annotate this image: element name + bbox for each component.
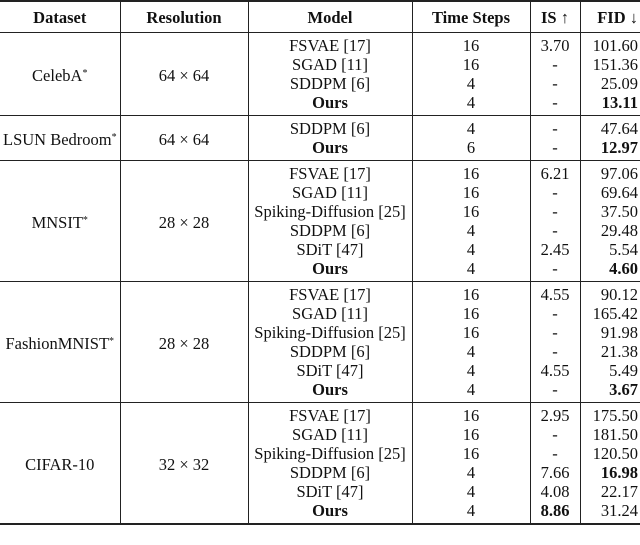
model-cell: SDDPM [6]	[248, 463, 412, 482]
is-cell: -	[530, 221, 580, 240]
time-steps-cell: 16	[412, 202, 530, 221]
table-row	[0, 33, 640, 56]
dataset-name: CIFAR-10	[25, 455, 95, 474]
is-cell: -	[530, 138, 580, 161]
dataset-name: FashionMNIST	[5, 334, 110, 353]
resolution-cell: 64 × 64	[120, 33, 248, 116]
model-cell: SGAD [11]	[248, 304, 412, 323]
dataset-cell	[0, 33, 120, 116]
header-row	[0, 1, 640, 33]
fid-cell: 47.64	[600, 119, 638, 138]
model-cell: Spiking-Diffusion [25]	[248, 444, 412, 463]
is-cell: -	[530, 342, 580, 361]
model-cell: Ours	[248, 380, 412, 403]
time-steps-cell: 4	[412, 74, 530, 93]
model-cell: SDDPM [6]	[248, 221, 412, 240]
fid-cell: 16.98	[600, 463, 638, 482]
model-cell: FSVAE [17]	[248, 282, 412, 305]
time-steps-cell: 4	[412, 501, 530, 524]
resolution-cell: 28 × 28	[120, 282, 248, 403]
dataset-cell	[0, 161, 120, 282]
fid-cell: 31.24	[600, 501, 638, 520]
model-cell: Ours	[248, 138, 412, 161]
table-header	[0, 1, 640, 33]
is-cell: -	[530, 74, 580, 93]
time-steps-cell: 16	[412, 183, 530, 202]
fid-cell: 5.49	[609, 361, 638, 380]
fid-cell: 22.17	[600, 482, 638, 501]
header-is: IS ↑	[530, 1, 580, 33]
fid-cell: 37.50	[600, 202, 638, 221]
time-steps-cell: 16	[412, 161, 530, 184]
fid-cell: 25.09	[600, 74, 638, 93]
time-steps-cell: 16	[412, 403, 530, 426]
time-steps-cell: 4	[412, 361, 530, 380]
model-cell: Spiking-Diffusion [25]	[248, 202, 412, 221]
time-steps-cell: 16	[412, 323, 530, 342]
table-row	[0, 282, 640, 305]
model-cell: SDiT [47]	[248, 482, 412, 501]
model-cell: FSVAE [17]	[248, 403, 412, 426]
dataset-mark: *	[82, 68, 88, 79]
table-row	[0, 161, 640, 184]
dataset-group	[0, 403, 640, 525]
fid-cell: 120.50	[592, 444, 638, 463]
is-cell: 6.21	[530, 161, 580, 184]
is-cell: -	[530, 183, 580, 202]
fid-cell: 175.50	[592, 406, 638, 425]
resolution-cell: 32 × 32	[120, 403, 248, 525]
model-cell: FSVAE [17]	[248, 161, 412, 184]
fid-cell: 4.60	[609, 259, 638, 278]
dataset-group	[0, 161, 640, 282]
model-cell: SGAD [11]	[248, 425, 412, 444]
fid-cell: 5.54	[609, 240, 638, 259]
model-cell: SDiT [47]	[248, 361, 412, 380]
is-cell: 3.70	[530, 33, 580, 56]
is-cell: 4.08	[530, 482, 580, 501]
dataset-name: LSUN Bedroom	[3, 130, 112, 149]
is-cell: 4.55	[530, 361, 580, 380]
header-model: Model	[248, 1, 412, 33]
time-steps-cell: 4	[412, 240, 530, 259]
is-cell: 8.86	[530, 501, 580, 524]
fid-cell: 12.97	[600, 138, 638, 157]
dataset-mark: *	[82, 215, 88, 226]
header-dataset: Dataset	[0, 1, 120, 33]
is-cell: -	[530, 380, 580, 403]
header-resolution: Resolution	[120, 1, 248, 33]
model-cell: SDDPM [6]	[248, 342, 412, 361]
header-time-steps: Time Steps	[412, 1, 530, 33]
dataset-mark: *	[109, 336, 115, 347]
dataset-mark: *	[111, 132, 117, 143]
resolution-cell: 28 × 28	[120, 161, 248, 282]
fid-cell: 21.38	[600, 342, 638, 361]
dataset-group	[0, 282, 640, 403]
time-steps-cell: 16	[412, 282, 530, 305]
fid-cell: 69.64	[600, 183, 638, 202]
table-row	[0, 403, 640, 426]
model-cell: SDDPM [6]	[248, 74, 412, 93]
model-cell: Ours	[248, 501, 412, 524]
time-steps-cell: 16	[412, 444, 530, 463]
is-cell: -	[530, 202, 580, 221]
dataset-group	[0, 33, 640, 116]
time-steps-cell: 6	[412, 138, 530, 161]
model-cell: Ours	[248, 93, 412, 116]
time-steps-cell: 16	[412, 33, 530, 56]
is-cell: -	[530, 259, 580, 282]
is-cell: -	[530, 93, 580, 116]
dataset-group	[0, 116, 640, 161]
fid-cell: 165.42	[592, 304, 638, 323]
fid-cell: 29.48	[600, 221, 638, 240]
model-cell: Ours	[248, 259, 412, 282]
dataset-cell	[0, 116, 120, 161]
is-cell: 2.45	[530, 240, 580, 259]
dataset-cell	[0, 403, 120, 525]
time-steps-cell: 4	[412, 380, 530, 403]
dataset-name: CelebA	[32, 66, 83, 85]
model-cell: Spiking-Diffusion [25]	[248, 323, 412, 342]
is-cell: -	[530, 444, 580, 463]
model-cell: SGAD [11]	[248, 55, 412, 74]
table-row	[0, 116, 640, 139]
fid-cell: 13.11	[601, 93, 638, 112]
is-cell: -	[530, 425, 580, 444]
time-steps-cell: 16	[412, 425, 530, 444]
fid-cell: 101.60	[592, 36, 638, 55]
time-steps-cell: 4	[412, 342, 530, 361]
is-cell: -	[530, 304, 580, 323]
time-steps-cell: 4	[412, 463, 530, 482]
model-cell: SGAD [11]	[248, 183, 412, 202]
time-steps-cell: 4	[412, 221, 530, 240]
header-fid: FID ↓	[580, 1, 640, 33]
is-cell: -	[530, 323, 580, 342]
is-cell: 4.55	[530, 282, 580, 305]
time-steps-cell: 16	[412, 55, 530, 74]
resolution-cell: 64 × 64	[120, 116, 248, 161]
is-cell: 2.95	[530, 403, 580, 426]
dataset-name: MNSIT	[31, 213, 83, 232]
fid-cell: 91.98	[600, 323, 638, 342]
time-steps-cell: 16	[412, 304, 530, 323]
model-cell: SDiT [47]	[248, 240, 412, 259]
model-cell: FSVAE [17]	[248, 33, 412, 56]
fid-cell: 181.50	[592, 425, 638, 444]
time-steps-cell: 4	[412, 93, 530, 116]
dataset-cell	[0, 282, 120, 403]
model-cell: SDDPM [6]	[248, 116, 412, 139]
time-steps-cell: 4	[412, 259, 530, 282]
is-cell: 7.66	[530, 463, 580, 482]
fid-cell: 97.06	[600, 164, 638, 183]
fid-cell: 90.12	[600, 285, 638, 304]
is-cell: -	[530, 55, 580, 74]
time-steps-cell: 4	[412, 482, 530, 501]
time-steps-cell: 4	[412, 116, 530, 139]
is-cell: -	[530, 116, 580, 139]
fid-cell: 151.36	[592, 55, 638, 74]
fid-cell: 3.67	[609, 380, 638, 399]
